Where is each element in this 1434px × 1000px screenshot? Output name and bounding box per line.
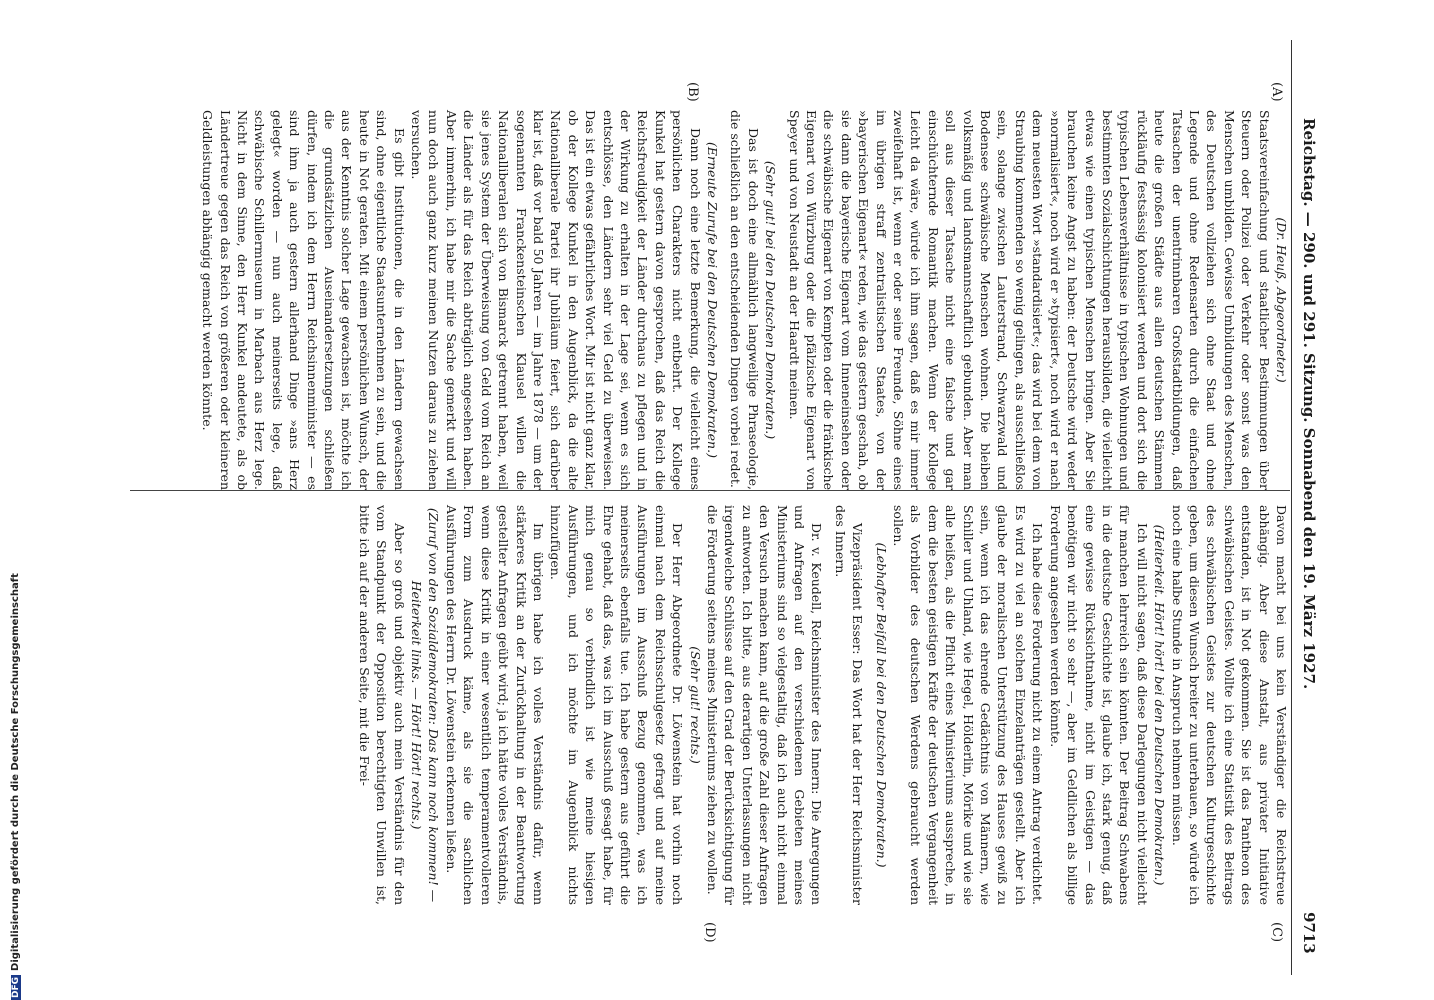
paragraph: Ich habe diese Forderung nicht zu einem Antrag verdichtet. Es wird zu viel an solchen Einzelanträgen gestellt. Aber ich glaube der moralischen Unterstützung des Hauses gewiß zu sein, wenn ich das ehrende Gedächtnis von Männern, wie Schiller und Uhland, wie Hegel, Hölderlin, Mörike und wie sie alle heißen, als die Pflicht eines Ministeriums ausspreche, in dem die besten geistigen Kräfte der deutschen Vergangenheit als Vorbilder des deutschen Werdens gebraucht werden sollen. [891, 505, 1046, 905]
header-rule [1291, 40, 1292, 975]
credit-text: Digitalisierung gefördert durch die Deutsche Forschungsgemeinschaft [10, 573, 21, 971]
paragraph: Dr. v. Keudell, Reichsminister des Innern: Die Anregungen und Anfragen auf den verschiedenen Gebieten meines Ministeriums sind so vielgestaltig, daß ich auch nicht einmal den Versuch machen kann, auf die große Zahl dieser Anfragen zu antworten. Ich bitte, aus derartigen Unterlassungen nicht irgendwelche Schlüsse auf den Grad der Berücksichtigung für die Förderung seitens meines Ministeriums ziehen zu wollen. [705, 505, 825, 905]
dfg-credit [10, 573, 21, 1000]
paragraph: Der Herr Abgeordnete Dr. Löwenstein hat vorhin noch einmal nach dem Reichsschulgesetz gefragt und auf meine Ausführungen im Ausschuß Bezug genommen, was ich meinerseits ebenfalls tue. Ich habe gestern aus geführt die Ehre gehabt, daß das, was ich im Ausschuß gesagt habe, für mich genau so verbindlich ist wie meine hiesigen Ausführungen, und ich möchte im Augenblick nichts hinzufügen. [548, 505, 686, 905]
paragraph: Davon macht bei uns kein Verständiger die Reichstreue abhängig. Aber diese Anstalt, aus privater Initiative entstanden, ist in Not gekommen. Sie ist das Pantheon des schwäbischen Geistes. Wollte ich eine Statistik des Beitrags des schwäbischen Geistes zur deutschen Kulturgeschichte geben, um diesen Wunsch breiter zu unterbauen, so würde ich noch eine halbe Stunde in Anspruch nehmen müssen. [1169, 505, 1289, 905]
paragraph: Aber so groß und objektiv auch mein Verständnis für den vom Standpunkt der Opposition berechtigten Unwillen ist, bitte ich auf der anderen Seite, mit die Frei- [356, 505, 407, 905]
margin-marker-b: (B) [685, 82, 700, 102]
margin-marker-a: (A) [1269, 82, 1284, 102]
column-divider [130, 490, 1290, 491]
paragraph: Das ist doch eine allmählich langweilige Phraseologie, die schließlich an den entscheidenden Dingen vorbei redet. [728, 110, 761, 490]
text-column-right [110, 505, 1290, 905]
paragraph: Vizepräsident Esser: Das Wort hat der Herr Reichsminister des Innern. [832, 505, 866, 905]
interjection: (Heiterkeit. Hört! hört! bei den Deutschen Demokraten.) [1152, 524, 1168, 886]
text-column-left [110, 110, 1290, 490]
header-title: Reichstag. — 290. und 291. Sitzung. Sonnabend den 19. März 1927. [1300, 118, 1318, 690]
margin-marker-c: (C) [1269, 922, 1284, 943]
paragraph: Dann noch eine letzte Bemerkung, die vielleicht eines persönlichen Charakters nicht entbehrt. Der Kollege Kunkel hat gestern davon gesprochen, daß das Reich die Reichsfreudigkeit der Länder durchaus zu pflegen und in der Wirkung zu erhalten in der Lage sei, wenn es sich entschlösse, den Ländern sehr viel Geld zu überweisen. Das ist ein etwas gefährliches Wort. Mir ist nicht ganz klar, ob der Kollege Kunkel in den Augenblick, da die alte Nationalliberale Partei ihr Jubiläum feiert, sich darüber klar ist, daß vor bald 50 Jahren — im Jahre 1878 — um der sogenannten Franckensteinschen Klausel willen die Nationalliberalen sich von Bismarck getrennt haben, weil sie jenes System der Überweisung von Geld vom Reich an die Länder als für das Reich abträglich angesehen haben. Aber immerhin, ich habe mir die Sache gemerkt und will nun doch auch ganz kurz meinen Nutzen daraus zu ziehen versuchen. [409, 110, 703, 490]
page-number: 9713 [1300, 912, 1318, 954]
paragraph: Im übrigen habe ich volles Verständnis dafür, wenn stärkeres Kritik an der Zurückhaltung in der Beantwortung gestellter Anfragen geübt wird; ja ich hätte volles Verständnis, wenn diese Kritik in einer wesentlich temperamentvolleren Form zum Ausdruck käme, als sie die sachlichen Ausführungen des Herrn Dr. Löwenstein erkennen ließen. [443, 505, 546, 905]
interjection: (Sehr gut! bei den Deutschen Demokraten.) [763, 160, 779, 440]
margin-marker-d: (D) [702, 922, 717, 943]
paragraph: Ich will nicht sagen, daß diese Darlegungen nicht vielleicht für manchen lehrreich sein könnten. Der Beitrag Schwabens in die deutsche Geschichte ist, glaube ich, stark genug, daß eine gewisse Rücksichtnahme, nicht im Geistigen — das benötigen wir nicht so sehr —, aber im Geldlichen als billige Forderung angesehen werden könnte. [1047, 505, 1150, 905]
dfg-logo: DFG [11, 976, 21, 998]
speaker-line: (Dr. Heuß, Abgeordneter.) [1274, 217, 1289, 383]
paragraph: Es gibt Institutionen, die in den Ländern gewachsen sind, ohne eigentliche Staatsunternehmen zu sein, und die heute in Not geraten. Mit einem persönlichen Wunsch, der aus der Kenntnis solcher Lage gewachsen ist, möchte ich die grundsätzlichen Auseinandersetzungen schließen dürfen, indem ich dem Herrn Reichsinnenminister — es sind ihm ja auch gestern allerhand Dinge »ans Herz gelegt« worden — nun auch meinerseits lege, daß schwäbische Schillermuseum in Marbach aus Herz lege. Nicht in dem Sinne, den Herr Kunkel andeutete, als ob Ländertreue gegen das Reich von größeren oder kleineren Geldleistungen abhängig gemacht werden könnte. [200, 110, 407, 490]
interjection: (Lebhafter Beifall bei den Deutschen Demokraten.) [873, 542, 889, 868]
paragraph: Staatsvereinfachung und staatlicher Bestimmungen über Steuern oder Polizei oder Verkehr oder sonst was den Menschen umbilden. Gewisse Umbildungen des Menschen, des Deutschen vollziehen sich ohne Staat und ohne Legende und ohne Redensarten durch die einfachen Tatsachen der unentrinnbaren Großstadtbildungen, daß heute die großen Städte aus allen deutschen Stämmen rückläufig festsässig kolonisiert werden und dort sich die typischen Lebensverhältnisse in typischen Wohnungen und bestimmten Sozialschichtungen herausbilden, die vielleicht etwas wie einen typischen Menschen bringen. Aber Sie brauchen keine Angst zu haben: der Deutsche wird weder »normalisiert«, noch wird er »typisiert«, noch wird er nach dem neuesten Wort »standardisiert«; das wird bei dem von Straubing kommenden so wenig gelingen, als ausschließlos sein, solange zwischen Lauterstrand, Schwarzwald und Bodensee schwäbische Menschen wohnen. Die bleiben volksmäßig und landsmannschaftlich gebunden. Aber man soll aus dieser Tatsache nicht eine falsche und gar einschüchternde Romantik machen. Wenn der Kollege Leicht da wäre, würde ich ihm sagen, daß es mir immer zweifelhaft ist, wenn er oder seine Freunde, Söhne eines im übrigen straff zentralistischen Staates, von der »bayerischen Eigenart« reden, wie das gestern geschah, ob sie dann die bayerische Eigenart vom Inneneinsehen oder die schwäbische Eigenart von Kempten oder die fränkische Eigenart von Würzburg oder die pfälzische Eigenart von Speyer und von Neustadt an der Haardt meinen. [786, 110, 1272, 490]
page-header [1296, 118, 1318, 998]
interjection: (Sehr gut! rechts.) [687, 646, 703, 764]
interjection: (Zuruf von den Sozialdemokraten: Das kann noch kommen! — Heiterkeit links. — Hört! Hört! rechts.) [409, 507, 442, 903]
interjection: (Erneute Zurufe bei den Deutschen Demokraten.) [705, 142, 720, 458]
